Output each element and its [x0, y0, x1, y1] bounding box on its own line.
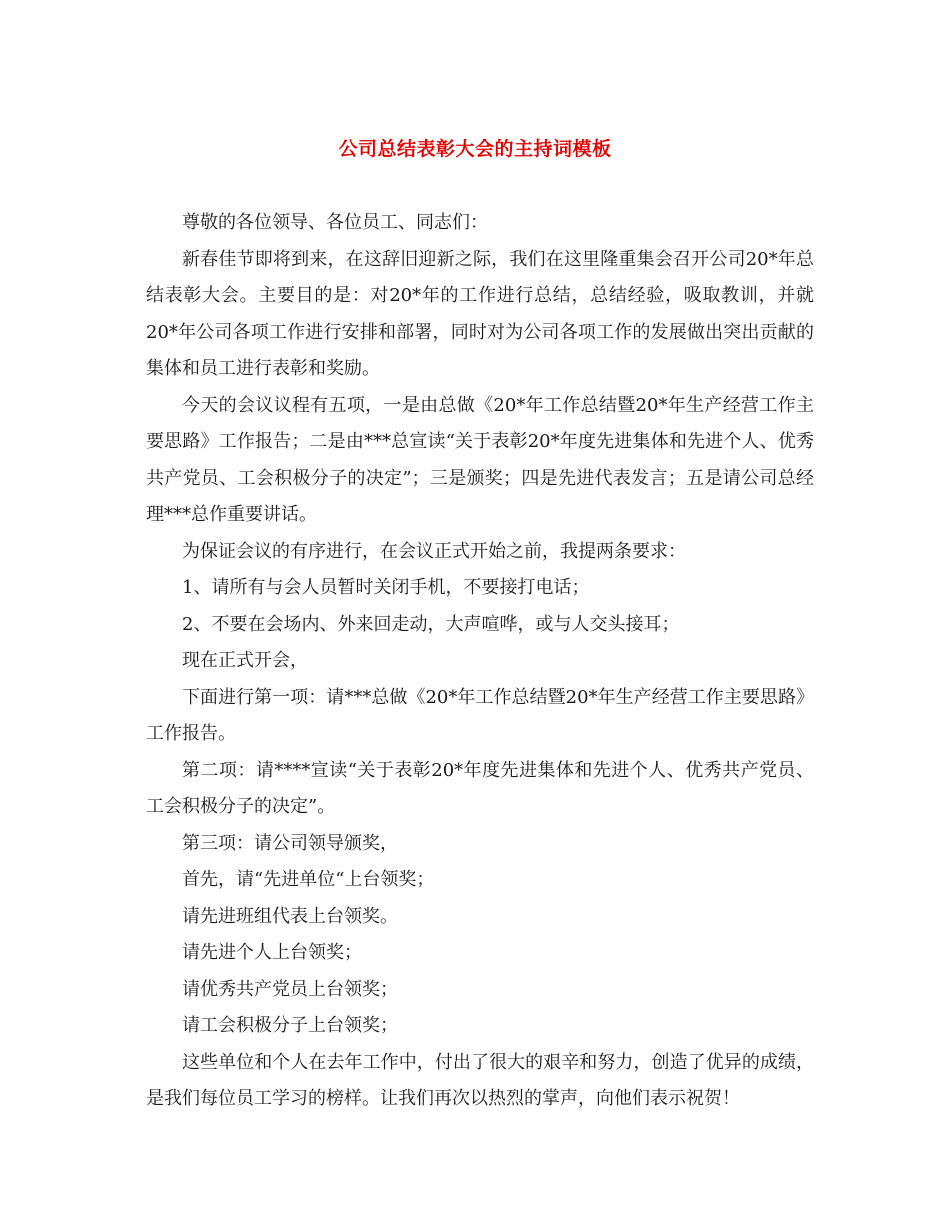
paragraph-congratulations: 这些单位和个人在去年工作中，付出了很大的艰辛和努力，创造了优异的成绩，是我们每位员工学习的榜样。让我们再次以热烈的掌声，向他们表示祝贺！: [146, 1051, 814, 1109]
paragraph-opening: 新春佳节即将到来，在这辞旧迎新之际，我们在这里隆重集会召开公司20*年总结表彰大会。主要目的是：对20*年的工作进行总结，总结经验，吸取教训，并就20*年公司各项工作进行安排和部署，同时对为公司各项工作的发展做出突出贡献的集体和员工进行表彰和奖励。: [146, 248, 814, 379]
paragraph-award-teams: 请先进班组代表上台领奖。: [182, 905, 398, 927]
paragraph-award-units: 首先，请“先进单位“上台领奖；: [182, 869, 435, 890]
paragraph-requirement-1: 1、请所有与会人员暂时关闭手机，不要接打电话；: [182, 577, 590, 598]
paragraph-award-union-activists: 请工会积极分子上台领奖；: [182, 1015, 398, 1036]
document-body: [146, 205, 814, 1118]
paragraph-agenda: 今天的会议议程有五项，一是由总做《20*年工作总结暨20*年生产经营工作主要思路》工作报告；二是由***总宣读“关于表彰20*年度先进集体和先进个人、优秀共产党员、工会积极分子的决定”；三是颁奖；四是先进代表发言；五是请公司总经理***总作重要讲话。: [146, 394, 814, 525]
paragraph-award-individuals: 请先进个人上台领奖；: [182, 942, 362, 963]
paragraph-requirements-intro: 为保证会议的有序进行，在会议正式开始之前，我提两条要求：: [182, 540, 686, 562]
paragraph-requirement-2: 2、不要在会场内、外来回走动，大声喧哗，或与人交头接耳；: [182, 613, 680, 635]
paragraph-item-2: 第二项：请****宣读“关于表彰20*年度先进集体和先进个人、优秀共产党员、工会积极分子的决定”。: [146, 759, 814, 817]
paragraph-meeting-start: 现在正式开会，: [182, 650, 308, 671]
paragraph-item-3: 第三项：请公司领导颁奖，: [182, 832, 398, 854]
paragraph-award-party-members: 请优秀共产党员上台领奖；: [182, 978, 398, 1000]
paragraph-item-1: 下面进行第一项：请***总做《20*年工作总结暨20*年生产经营工作主要思路》工作报告。: [146, 686, 814, 744]
document-title: 公司总结表彰大会的主持词模板: [338, 138, 612, 160]
paragraph-salutation: 尊敬的各位领导、各位员工、同志们：: [182, 212, 488, 233]
